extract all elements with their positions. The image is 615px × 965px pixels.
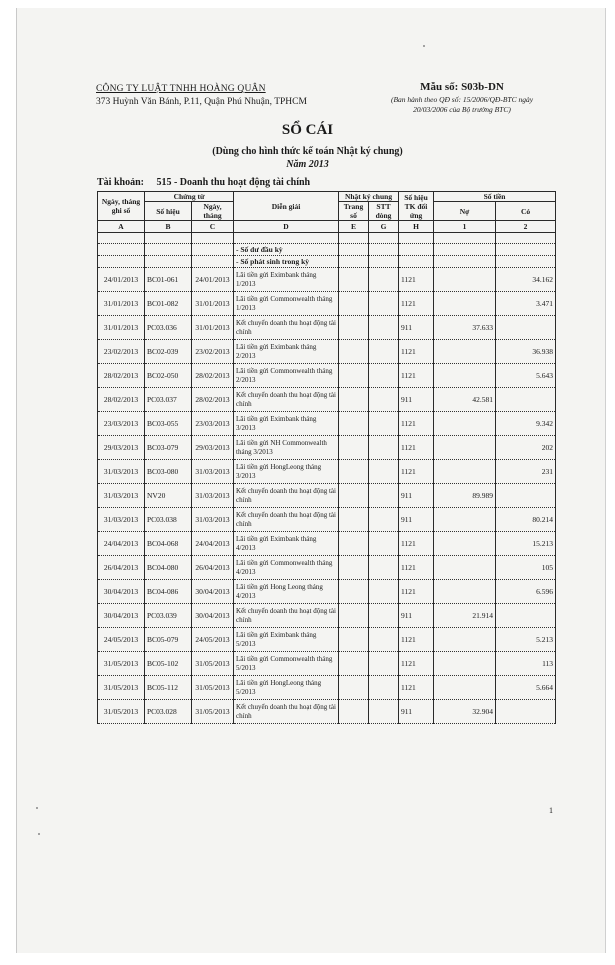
row-date: 24/01/2013 (98, 268, 145, 292)
row-journal-line (369, 436, 399, 460)
row-journal-page (339, 676, 369, 700)
row-debit (434, 340, 496, 364)
row-credit: 34.162 (496, 268, 556, 292)
row-journal-page (339, 532, 369, 556)
row-date: 31/05/2013 (98, 700, 145, 724)
page-number: 1 (549, 806, 553, 815)
row-journal-line (369, 700, 399, 724)
row-voucher-no: BC03-055 (145, 412, 192, 436)
row-voucher-no: PC03.036 (145, 316, 192, 340)
row-credit: 231 (496, 460, 556, 484)
row-voucher-no: BC04-086 (145, 580, 192, 604)
row-journal-line (369, 268, 399, 292)
scan-speck (36, 807, 38, 809)
row-debit (434, 412, 496, 436)
opening-balance-label: - Số dư đầu kỳ (234, 244, 339, 256)
row-date: 24/05/2013 (98, 628, 145, 652)
row-contra-account: 1121 (399, 268, 434, 292)
col-debit: Nợ (434, 202, 496, 221)
row-voucher-date: 31/05/2013 (192, 676, 234, 700)
row-description: Lãi tiền gửi Commonwealth tháng 2/2013 (234, 364, 339, 388)
row-voucher-no: BC01-082 (145, 292, 192, 316)
row-debit (434, 676, 496, 700)
row-credit: 5.643 (496, 364, 556, 388)
table-row (98, 340, 556, 364)
row-date: 31/03/2013 (98, 484, 145, 508)
row-voucher-no: PC03.039 (145, 604, 192, 628)
row-contra-account: 1121 (399, 556, 434, 580)
table-row (98, 676, 556, 700)
company-block (96, 83, 307, 109)
row-debit (434, 460, 496, 484)
row-voucher-no: BC03-080 (145, 460, 192, 484)
row-contra-account: 911 (399, 604, 434, 628)
row-description: Lãi tiền gửi Commonwealth tháng 4/2013 (234, 556, 339, 580)
row-credit: 202 (496, 436, 556, 460)
scan-speck (423, 45, 425, 47)
row-voucher-no: PC03.028 (145, 700, 192, 724)
col-date-record: Ngày, tháng ghi sổ (98, 192, 145, 221)
row-journal-line (369, 604, 399, 628)
row-date: 23/02/2013 (98, 340, 145, 364)
row-credit (496, 388, 556, 412)
row-description: Lãi tiền gửi HongLeong tháng 3/2013 (234, 460, 339, 484)
row-journal-line (369, 652, 399, 676)
row-journal-line (369, 484, 399, 508)
row-journal-page (339, 628, 369, 652)
col-voucher: Chứng từ (145, 192, 234, 202)
letter-cell: G (369, 221, 399, 233)
row-description: Lãi tiền gửi Eximbank tháng 3/2013 (234, 412, 339, 436)
row-contra-account: 1121 (399, 676, 434, 700)
row-contra-account: 1121 (399, 436, 434, 460)
row-voucher-date: 30/04/2013 (192, 604, 234, 628)
row-journal-page (339, 652, 369, 676)
row-journal-page (339, 388, 369, 412)
row-date: 24/04/2013 (98, 532, 145, 556)
row-credit: 5.664 (496, 676, 556, 700)
account-line (97, 177, 310, 188)
row-credit (496, 484, 556, 508)
col-credit: Có (496, 202, 556, 221)
ledger-body (98, 233, 556, 724)
row-description: Kết chuyển doanh thu hoạt động tài chính (234, 604, 339, 628)
letter-cell: D (234, 221, 339, 233)
page-title: SỔ CÁI (281, 122, 334, 138)
letter-cell: 2 (496, 221, 556, 233)
row-journal-page (339, 700, 369, 724)
row-description: Lãi tiền gửi HongLeong tháng 5/2013 (234, 676, 339, 700)
row-journal-page (339, 412, 369, 436)
row-journal-page (339, 580, 369, 604)
row-credit: 6.596 (496, 580, 556, 604)
row-contra-account: 911 (399, 388, 434, 412)
row-journal-page (339, 604, 369, 628)
row-credit: 9.342 (496, 412, 556, 436)
row-voucher-no: BC05-112 (145, 676, 192, 700)
row-debit (434, 268, 496, 292)
row-voucher-no: BC04-068 (145, 532, 192, 556)
letters-row (98, 221, 556, 233)
row-date: 31/05/2013 (98, 676, 145, 700)
row-voucher-no: BC02-039 (145, 340, 192, 364)
letter-cell: H (399, 221, 434, 233)
row-debit (434, 556, 496, 580)
row-journal-line (369, 340, 399, 364)
row-contra-account: 1121 (399, 580, 434, 604)
row-journal-page (339, 364, 369, 388)
col-journal-page: Trang số (339, 202, 369, 221)
row-date: 31/03/2013 (98, 460, 145, 484)
row-journal-line (369, 316, 399, 340)
row-debit: 21.914 (434, 604, 496, 628)
row-description: Lãi tiền gửi Commonwealth tháng 1/2013 (234, 292, 339, 316)
col-amount: Số tiền (434, 192, 556, 202)
row-journal-page (339, 292, 369, 316)
row-description: Kết chuyển doanh thu hoạt động tài chính (234, 388, 339, 412)
row-voucher-date: 28/02/2013 (192, 388, 234, 412)
row-credit: 80.214 (496, 508, 556, 532)
row-voucher-no: NV20 (145, 484, 192, 508)
row-description: Lãi tiền gửi Eximbank tháng 4/2013 (234, 532, 339, 556)
letter-cell: A (98, 221, 145, 233)
row-description: Lãi tiền gửi NH Commonwealth tháng 3/2013 (234, 436, 339, 460)
header-row-1 (98, 192, 556, 202)
row-journal-page (339, 316, 369, 340)
table-row (98, 388, 556, 412)
form-info (362, 81, 562, 115)
row-debit (434, 580, 496, 604)
row-voucher-no: BC01-061 (145, 268, 192, 292)
row-date: 28/02/2013 (98, 364, 145, 388)
col-description: Diễn giải (234, 192, 339, 221)
scan-speck (38, 833, 40, 835)
row-journal-page (339, 340, 369, 364)
row-journal-page (339, 556, 369, 580)
table-row (98, 268, 556, 292)
row-contra-account: 1121 (399, 340, 434, 364)
row-credit: 113 (496, 652, 556, 676)
col-voucher-no: Số hiệu (145, 202, 192, 221)
row-contra-account: 911 (399, 508, 434, 532)
row-journal-line (369, 556, 399, 580)
table-row (98, 628, 556, 652)
table-row (98, 652, 556, 676)
row-debit (434, 652, 496, 676)
row-voucher-date: 31/03/2013 (192, 508, 234, 532)
opening-balance-row (98, 244, 556, 256)
row-voucher-date: 31/01/2013 (192, 292, 234, 316)
letter-cell: C (192, 221, 234, 233)
ledger-table (97, 191, 556, 724)
row-date: 31/01/2013 (98, 292, 145, 316)
row-debit (434, 364, 496, 388)
row-voucher-date: 31/05/2013 (192, 700, 234, 724)
account-value: 515 - Doanh thu hoạt động tài chính (156, 177, 311, 188)
arising-label: - Số phát sinh trong kỳ (234, 256, 339, 268)
row-credit: 105 (496, 556, 556, 580)
row-credit (496, 604, 556, 628)
row-contra-account: 911 (399, 316, 434, 340)
row-journal-page (339, 484, 369, 508)
row-voucher-date: 31/01/2013 (192, 316, 234, 340)
letter-cell: E (339, 221, 369, 233)
row-voucher-date: 31/03/2013 (192, 484, 234, 508)
row-description: Lãi tiền gửi Eximbank tháng 5/2013 (234, 628, 339, 652)
row-contra-account: 1121 (399, 532, 434, 556)
row-journal-page (339, 460, 369, 484)
row-description: Kết chuyển doanh thu hoạt động tài chính (234, 316, 339, 340)
row-voucher-date: 23/02/2013 (192, 340, 234, 364)
row-date: 30/04/2013 (98, 580, 145, 604)
row-date: 31/01/2013 (98, 316, 145, 340)
row-journal-line (369, 460, 399, 484)
row-journal-page (339, 268, 369, 292)
row-debit (434, 628, 496, 652)
row-voucher-date: 28/02/2013 (192, 364, 234, 388)
row-contra-account: 1121 (399, 460, 434, 484)
row-debit: 32.904 (434, 700, 496, 724)
row-journal-line (369, 628, 399, 652)
col-journal: Nhật ký chung (339, 192, 399, 202)
row-description: Lãi tiền gửi Eximbank tháng 1/2013 (234, 268, 339, 292)
row-voucher-date: 23/03/2013 (192, 412, 234, 436)
col-contra-account: Số hiệu TK đối ứng (399, 192, 434, 221)
form-code: Mẫu số: S03b-DN (420, 81, 504, 93)
row-debit (434, 508, 496, 532)
row-voucher-date: 31/05/2013 (192, 652, 234, 676)
row-journal-line (369, 412, 399, 436)
row-journal-line (369, 364, 399, 388)
table-row (98, 436, 556, 460)
row-description: Lãi tiền gửi Eximbank tháng 2/2013 (234, 340, 339, 364)
row-date: 29/03/2013 (98, 436, 145, 460)
form-note (362, 95, 562, 115)
table-row (98, 292, 556, 316)
row-voucher-no: PC03.038 (145, 508, 192, 532)
form-note-line-1: (Ban hành theo QĐ số: 15/2006/QĐ-BTC ngày (390, 95, 534, 104)
row-credit: 36.938 (496, 340, 556, 364)
row-credit (496, 316, 556, 340)
row-contra-account: 1121 (399, 628, 434, 652)
row-voucher-no: BC05-102 (145, 652, 192, 676)
row-date: 26/04/2013 (98, 556, 145, 580)
row-credit (496, 700, 556, 724)
row-voucher-no: BC03-079 (145, 436, 192, 460)
table-row (98, 556, 556, 580)
col-voucher-date: Ngày, tháng (192, 202, 234, 221)
row-date: 31/03/2013 (98, 508, 145, 532)
row-journal-line (369, 508, 399, 532)
arising-row (98, 256, 556, 268)
row-description: Kết chuyển doanh thu hoạt động tài chính (234, 484, 339, 508)
row-description: Kết chuyển doanh thu hoạt động tài chính (234, 700, 339, 724)
row-date: 23/03/2013 (98, 412, 145, 436)
row-contra-account: 911 (399, 484, 434, 508)
blank-row (98, 233, 556, 244)
row-journal-line (369, 580, 399, 604)
row-description: Kết chuyển doanh thu hoạt động tài chính (234, 508, 339, 532)
row-date: 31/05/2013 (98, 652, 145, 676)
row-credit: 15.213 (496, 532, 556, 556)
page-subtitle: (Dùng cho hình thức kế toán Nhật ký chung) (212, 146, 403, 157)
table-row (98, 604, 556, 628)
row-journal-line (369, 532, 399, 556)
row-contra-account: 1121 (399, 292, 434, 316)
row-description: Lãi tiền gửi Hong Leong tháng 4/2013 (234, 580, 339, 604)
row-debit: 89.989 (434, 484, 496, 508)
row-contra-account: 1121 (399, 412, 434, 436)
letter-cell: B (145, 221, 192, 233)
table-row (98, 460, 556, 484)
row-contra-account: 911 (399, 700, 434, 724)
table-row (98, 580, 556, 604)
row-debit: 37.633 (434, 316, 496, 340)
row-date: 30/04/2013 (98, 604, 145, 628)
table-row (98, 532, 556, 556)
row-voucher-date: 24/01/2013 (192, 268, 234, 292)
row-voucher-date: 30/04/2013 (192, 580, 234, 604)
row-contra-account: 1121 (399, 652, 434, 676)
row-voucher-no: BC05-079 (145, 628, 192, 652)
company-address: 373 Huỳnh Văn Bánh, P.11, Quận Phú Nhuận, TPHCM (96, 97, 307, 107)
row-debit (434, 436, 496, 460)
table-row (98, 316, 556, 340)
row-journal-line (369, 676, 399, 700)
row-debit (434, 532, 496, 556)
row-credit: 5.213 (496, 628, 556, 652)
row-voucher-date: 31/03/2013 (192, 460, 234, 484)
table-row (98, 508, 556, 532)
row-debit (434, 292, 496, 316)
row-journal-line (369, 292, 399, 316)
account-label: Tài khoản: (97, 177, 144, 188)
row-journal-page (339, 508, 369, 532)
form-note-line-2: 20/03/2006 của Bộ trưởng BTC) (413, 105, 511, 114)
row-contra-account: 1121 (399, 364, 434, 388)
company-name: CÔNG TY LUẬT TNHH HOÀNG QUÂN (96, 84, 266, 94)
row-voucher-date: 24/04/2013 (192, 532, 234, 556)
table-row (98, 412, 556, 436)
row-voucher-date: 29/03/2013 (192, 436, 234, 460)
row-voucher-no: BC04-080 (145, 556, 192, 580)
table-row (98, 484, 556, 508)
row-journal-line (369, 388, 399, 412)
row-voucher-no: BC02-050 (145, 364, 192, 388)
row-voucher-date: 24/05/2013 (192, 628, 234, 652)
col-journal-line: STT dòng (369, 202, 399, 221)
table-row (98, 700, 556, 724)
letter-cell: 1 (434, 221, 496, 233)
row-date: 28/02/2013 (98, 388, 145, 412)
row-journal-page (339, 436, 369, 460)
row-voucher-date: 26/04/2013 (192, 556, 234, 580)
row-debit: 42.581 (434, 388, 496, 412)
row-description: Lãi tiền gửi Commonwealth tháng 5/2013 (234, 652, 339, 676)
table-row (98, 364, 556, 388)
row-credit: 3.471 (496, 292, 556, 316)
row-voucher-no: PC03.037 (145, 388, 192, 412)
ledger-year: Năm 2013 (286, 159, 329, 170)
